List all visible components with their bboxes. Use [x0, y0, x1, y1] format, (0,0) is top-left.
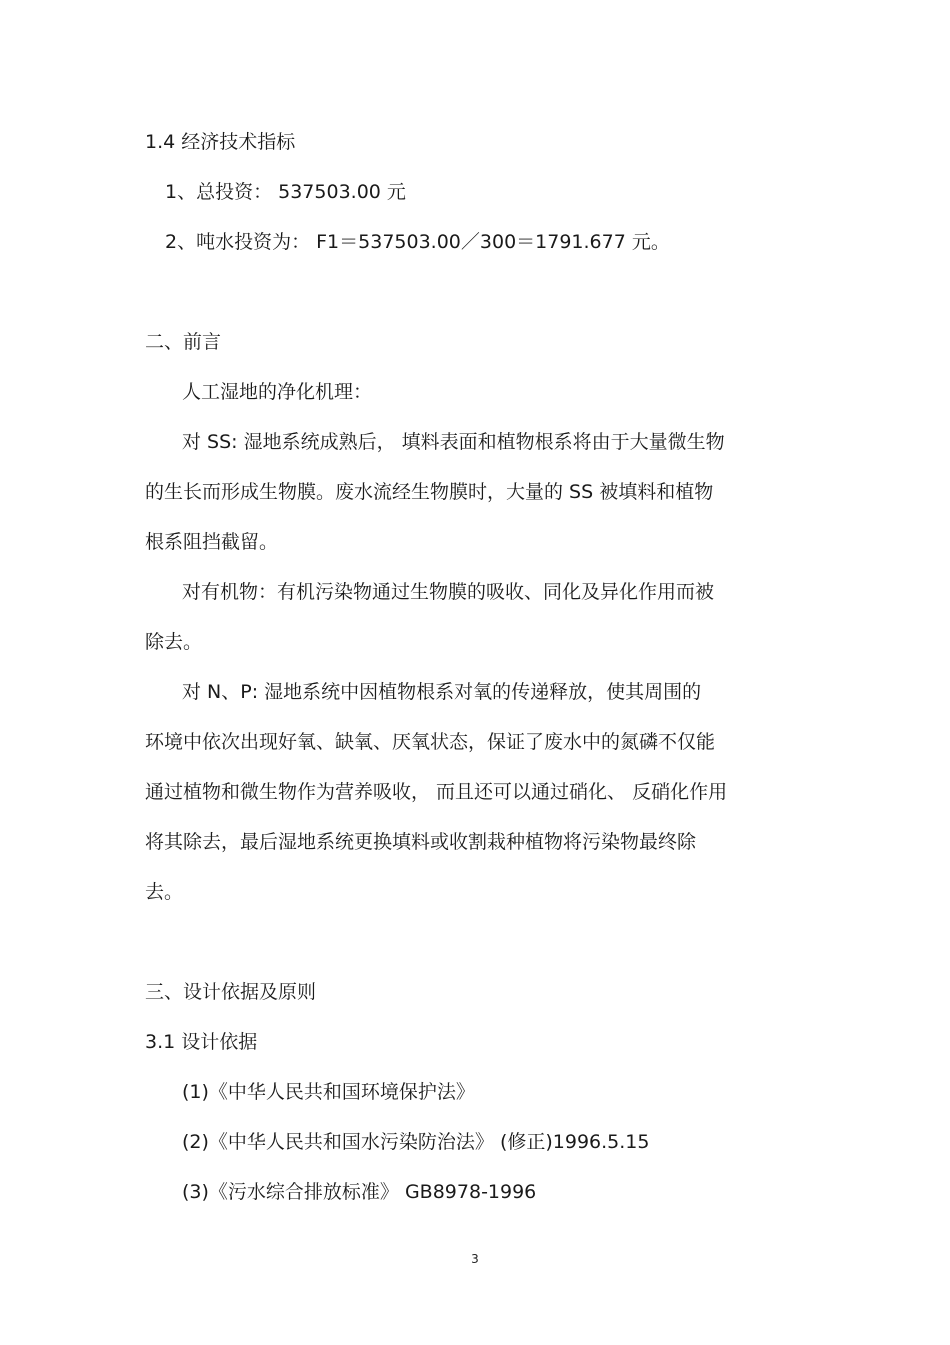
basis-item: (3)《污水综合排放标准》 GB8978-1996 — [182, 1181, 537, 1203]
ss-paragraph-line: 对 SS: 湿地系统成熟后， 填料表面和植物根系将由于大量微生物 — [182, 431, 725, 453]
ss-paragraph-line: 根系阻挡截留。 — [145, 531, 279, 553]
basis-item: (1)《中华人民共和国环境保护法》 — [182, 1081, 475, 1103]
section-3-heading: 三、设计依据及原则 — [145, 981, 317, 1003]
basis-item: (2)《中华人民共和国水污染防治法》 (修正)1996.5.15 — [182, 1131, 650, 1153]
ss-paragraph-line: 的生长而形成生物膜。废水流经生物膜时，大量的 SS 被填料和植物 — [145, 481, 714, 503]
page-number: 3 — [471, 1252, 479, 1266]
total-investment: 1、总投资： 537503.00 元 — [165, 181, 406, 203]
np-paragraph-line: 环境中依次出现好氧、缺氧、厌氧状态，保证了废水中的氮磷不仅能 — [145, 731, 716, 753]
section-1-4-heading: 1.4 经济技术指标 — [145, 131, 296, 153]
investment-per-ton: 2、吨水投资为： F1＝537503.00／300＝1791.677 元。 — [165, 231, 670, 253]
np-paragraph-line: 对 N、P: 湿地系统中因植物根系对氧的传递释放，使其周围的 — [182, 681, 702, 703]
organic-paragraph-line: 对有机物：有机污染物通过生物膜的吸收、同化及异化作用而被 — [182, 581, 715, 603]
np-paragraph-line: 将其除去，最后湿地系统更换填料或收割栽种植物将污染物最终除 — [145, 831, 697, 853]
organic-paragraph-line: 除去。 — [145, 631, 203, 653]
section-2-heading: 二、前言 — [145, 331, 222, 353]
np-paragraph-line: 去。 — [145, 881, 184, 903]
wetland-mechanism-intro: 人工湿地的净化机理： — [182, 381, 373, 403]
np-paragraph-line: 通过植物和微生物作为营养吸收， 而且还可以通过硝化、 反硝化作用 — [145, 781, 728, 803]
section-3-1-heading: 3.1 设计依据 — [145, 1031, 258, 1053]
